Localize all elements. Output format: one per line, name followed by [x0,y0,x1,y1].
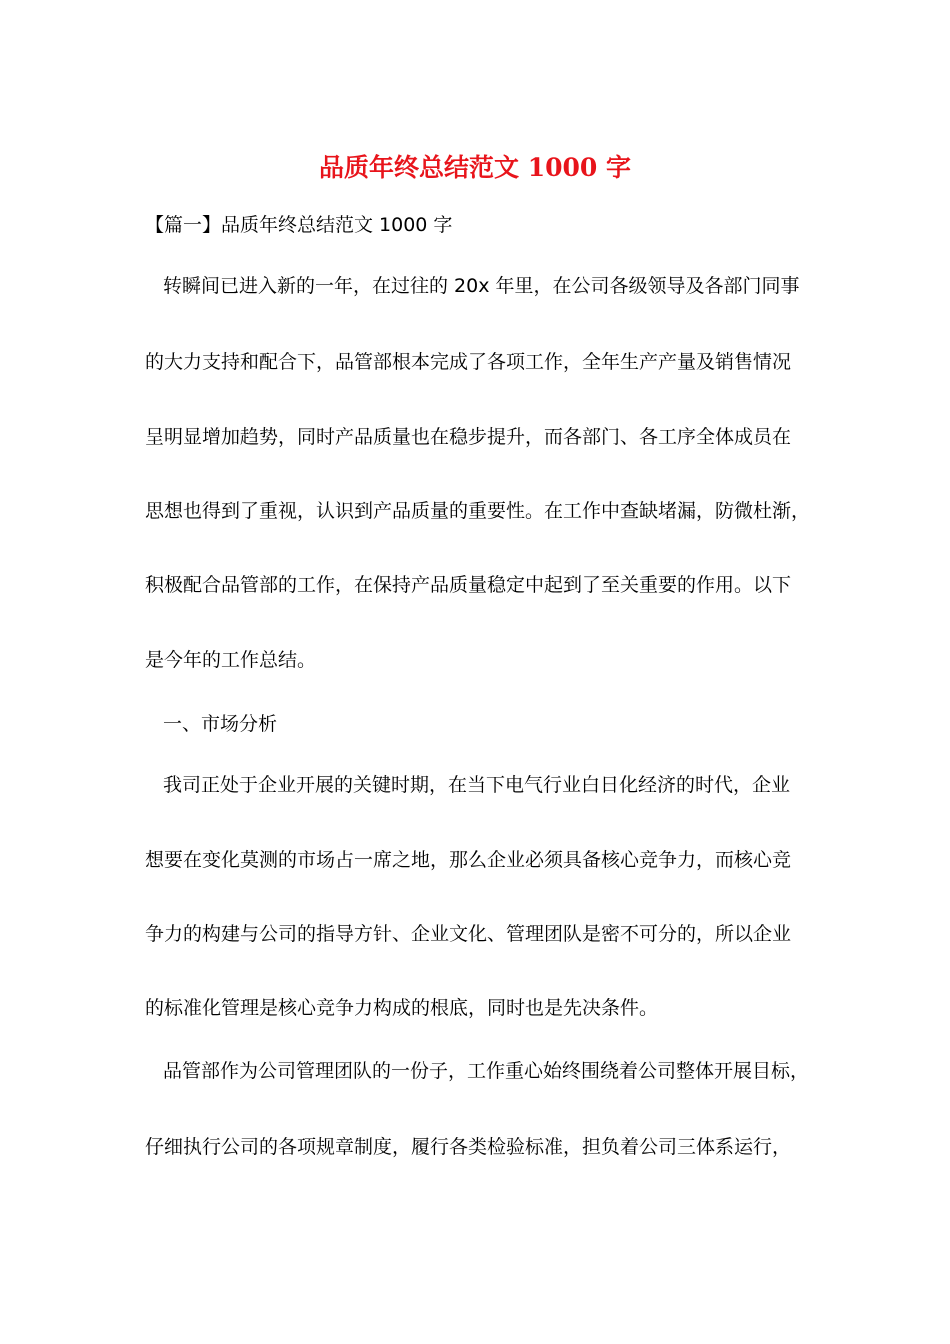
paragraph-line: 转瞬间已进入新的一年，在过往的 20x 年里，在公司各级领导及各部门同事 [163,275,800,297]
section-heading: 【篇一】品质年终总结范文 1000 字 [145,214,453,236]
paragraph-line: 呈明显增加趋势，同时产品质量也在稳步提升，而各部门、各工序全体成员在 [145,426,792,448]
subsection-heading: 一、市场分析 [163,713,278,735]
paragraph-line: 品管部作为公司管理团队的一份子，工作重心始终围绕着公司整体开展目标， [163,1060,810,1082]
paragraph-line: 的标准化管理是核心竞争力构成的根底，同时也是先决条件。 [145,997,659,1019]
paragraph-line: 仔细执行公司的各项规章制度，履行各类检验标准，担负着公司三体系运行， [145,1136,792,1158]
paragraph-line: 是今年的工作总结。 [145,649,317,671]
paragraph-line: 想要在变化莫测的市场占一席之地，那么企业必须具备核心竞争力，而核心竞 [145,849,792,871]
paragraph-line: 积极配合品管部的工作，在保持产品质量稳定中起到了至关重要的作用。以下 [145,574,792,596]
paragraph-line: 争力的构建与公司的指导方针、企业文化、管理团队是密不可分的，所以企业 [145,923,792,945]
paragraph-line: 的大力支持和配合下，品管部根本完成了各项工作，全年生产产量及销售情况 [145,351,792,373]
paragraph-line: 我司正处于企业开展的关键时期，在当下电气行业白日化经济的时代，企业 [163,774,791,796]
paragraph-line: 思想也得到了重视，认识到产品质量的重要性。在工作中查缺堵漏，防微杜渐， [145,500,811,522]
document-title: 品质年终总结范文 1000 字 [319,153,631,182]
